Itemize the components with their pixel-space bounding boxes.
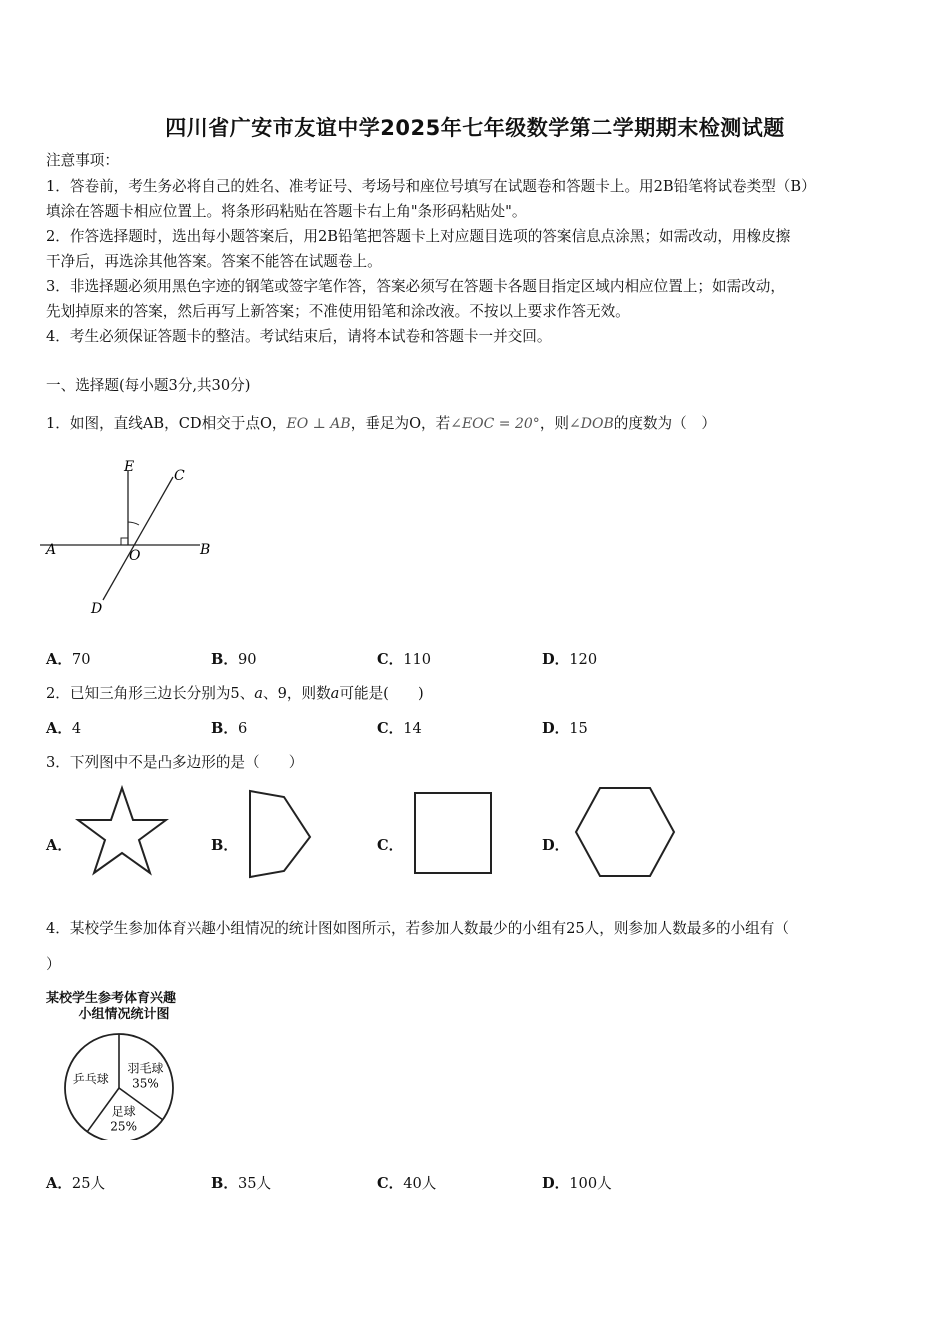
q4-option-d[interactable]	[542, 1172, 612, 1193]
option-label: C．	[377, 837, 404, 854]
q2-text: 2．已知三角形三边长分别为5、	[46, 685, 255, 702]
q1-math-angle: ∠EOC = 20°	[450, 416, 540, 432]
q2-option-a[interactable]	[46, 717, 81, 738]
q1-option-d[interactable]	[542, 648, 597, 669]
pie-slice-label: 羽毛球	[127, 1061, 164, 1076]
notice-line: 4．考生必须保证答题卡的整洁。考试结束后，请将本试卷和答题卡一并交回。	[46, 328, 552, 345]
page-title: 四川省广安市友谊中学2025年七年级数学第二学期期末检测试题	[165, 116, 785, 140]
option-text: 15	[569, 720, 588, 737]
option-label: D．	[542, 1175, 570, 1192]
q1-text: 的度数为（ ）	[613, 415, 716, 432]
section-heading: 一、选择题(每小题3分,共30分)	[46, 377, 251, 394]
q3-option-c[interactable]	[377, 834, 403, 855]
notice-line: 3．非选择题必须用黑色字迹的钢笔或签字笔作答，答案必须写在答题卡各题目指定区域内相应位置上；如需改动，	[46, 278, 785, 295]
notice-line: 先划掉原来的答案，然后再写上新答案；不准使用铅笔和涂改液。不按以上要求作答无效。	[46, 303, 630, 320]
label-b: B	[200, 542, 211, 558]
option-text: 14	[403, 720, 422, 737]
notice-heading: 注意事项：	[46, 152, 119, 169]
q1-text: ，垂足为O，若	[350, 415, 451, 432]
pie-slice-label: 足球	[111, 1104, 136, 1119]
option-label: D．	[542, 837, 570, 854]
label-a: A	[46, 542, 57, 558]
question-3: 3．下列图中不是凸多边形的是（ ）	[46, 754, 304, 771]
q1-option-b[interactable]	[211, 648, 257, 669]
q2-option-b[interactable]	[211, 717, 247, 738]
q4-option-c[interactable]	[377, 1172, 436, 1193]
option-label: C．	[377, 651, 404, 668]
option-label: B．	[211, 720, 238, 737]
pie-slice-label: 乒乓球	[72, 1071, 109, 1086]
q4-option-a[interactable]	[46, 1172, 105, 1193]
question-4-line1: 4．某校学生参加体育兴趣小组情况的统计图如图所示，若参加人数最少的小组有25人，则参加人数最多的小组有（	[46, 920, 789, 937]
option-text: 35人	[237, 1175, 272, 1192]
pie-slice-percent: 25%	[110, 1119, 137, 1134]
star-icon[interactable]	[73, 784, 169, 880]
option-label: C．	[377, 720, 404, 737]
option-text: 90	[237, 651, 257, 668]
option-text: 25人	[71, 1175, 106, 1192]
option-label: B．	[211, 651, 238, 668]
option-text: 70	[71, 651, 91, 668]
pie-chart	[45, 1020, 205, 1140]
notice-line: 干净后，再选涂其他答案。答案不能答在试题卷上。	[46, 253, 382, 270]
q1-figure	[40, 455, 230, 620]
option-text: 6	[237, 720, 248, 737]
option-label: C．	[377, 1175, 404, 1192]
option-text: 110	[403, 651, 432, 668]
q1-text: 1．如图，直线AB，CD相交于点O，	[46, 415, 287, 432]
q1-math-perp: EO ⊥ AB	[286, 416, 351, 432]
option-label: B．	[211, 1175, 238, 1192]
notice-line: 2．作答选择题时，选出每小题答案后，用2B铅笔把答题卡上对应题目选项的答案信息点涂黑；如需改动，用橡皮擦	[46, 228, 791, 245]
chart-title-2: 小组情况统计图	[78, 1007, 170, 1022]
q1-option-a[interactable]	[46, 648, 91, 669]
q3-option-d[interactable]	[542, 834, 569, 855]
label-c: C	[174, 468, 185, 484]
question-1	[46, 412, 716, 433]
option-label: A．	[46, 837, 72, 854]
option-label: A．	[46, 720, 72, 737]
q1-text: ，则	[539, 415, 570, 432]
q2-option-d[interactable]	[542, 717, 588, 738]
option-label: B．	[211, 837, 238, 854]
q1-math-dob: ∠DOB	[569, 416, 614, 432]
option-text: 40人	[403, 1175, 437, 1192]
option-text: 4	[71, 720, 82, 737]
label-d: D	[91, 601, 103, 617]
label-e: E	[124, 459, 135, 475]
q2-option-c[interactable]	[377, 717, 422, 738]
question-4-line2: ）	[46, 956, 61, 973]
notice-line: 1．答卷前，考生务必将自己的姓名、准考证号、考场号和座位号填写在试题卷和答题卡上。用2B铅笔将试卷类型（B）	[46, 178, 816, 195]
option-label: A．	[46, 1175, 72, 1192]
q3-option-a[interactable]	[46, 834, 72, 855]
notice-line: 填涂在答题卡相应位置上。将条形码粘贴在答题卡右上角"条形码粘贴处"。	[46, 203, 527, 220]
q1-option-c[interactable]	[377, 648, 431, 669]
option-label: D．	[542, 651, 570, 668]
question-2	[46, 682, 424, 703]
option-text: 120	[569, 651, 598, 668]
q3-option-b[interactable]	[211, 834, 238, 855]
option-text: 100人	[569, 1175, 612, 1192]
q2-text: 可能是( )	[339, 685, 424, 702]
option-label: D．	[542, 720, 570, 737]
q2-var: a	[330, 685, 340, 702]
hexagon-icon[interactable]	[570, 782, 678, 882]
chart-title-1: 某校学生参考体育兴趣	[46, 991, 177, 1006]
square-icon[interactable]	[410, 788, 496, 878]
pentagon-icon[interactable]	[244, 787, 316, 881]
label-o: O	[129, 548, 141, 564]
q2-text: 、9，则数	[263, 685, 331, 702]
q4-option-b[interactable]	[211, 1172, 271, 1193]
q2-var: a	[254, 685, 263, 702]
option-label: A．	[46, 651, 72, 668]
pie-slice-percent: 35%	[132, 1076, 159, 1091]
